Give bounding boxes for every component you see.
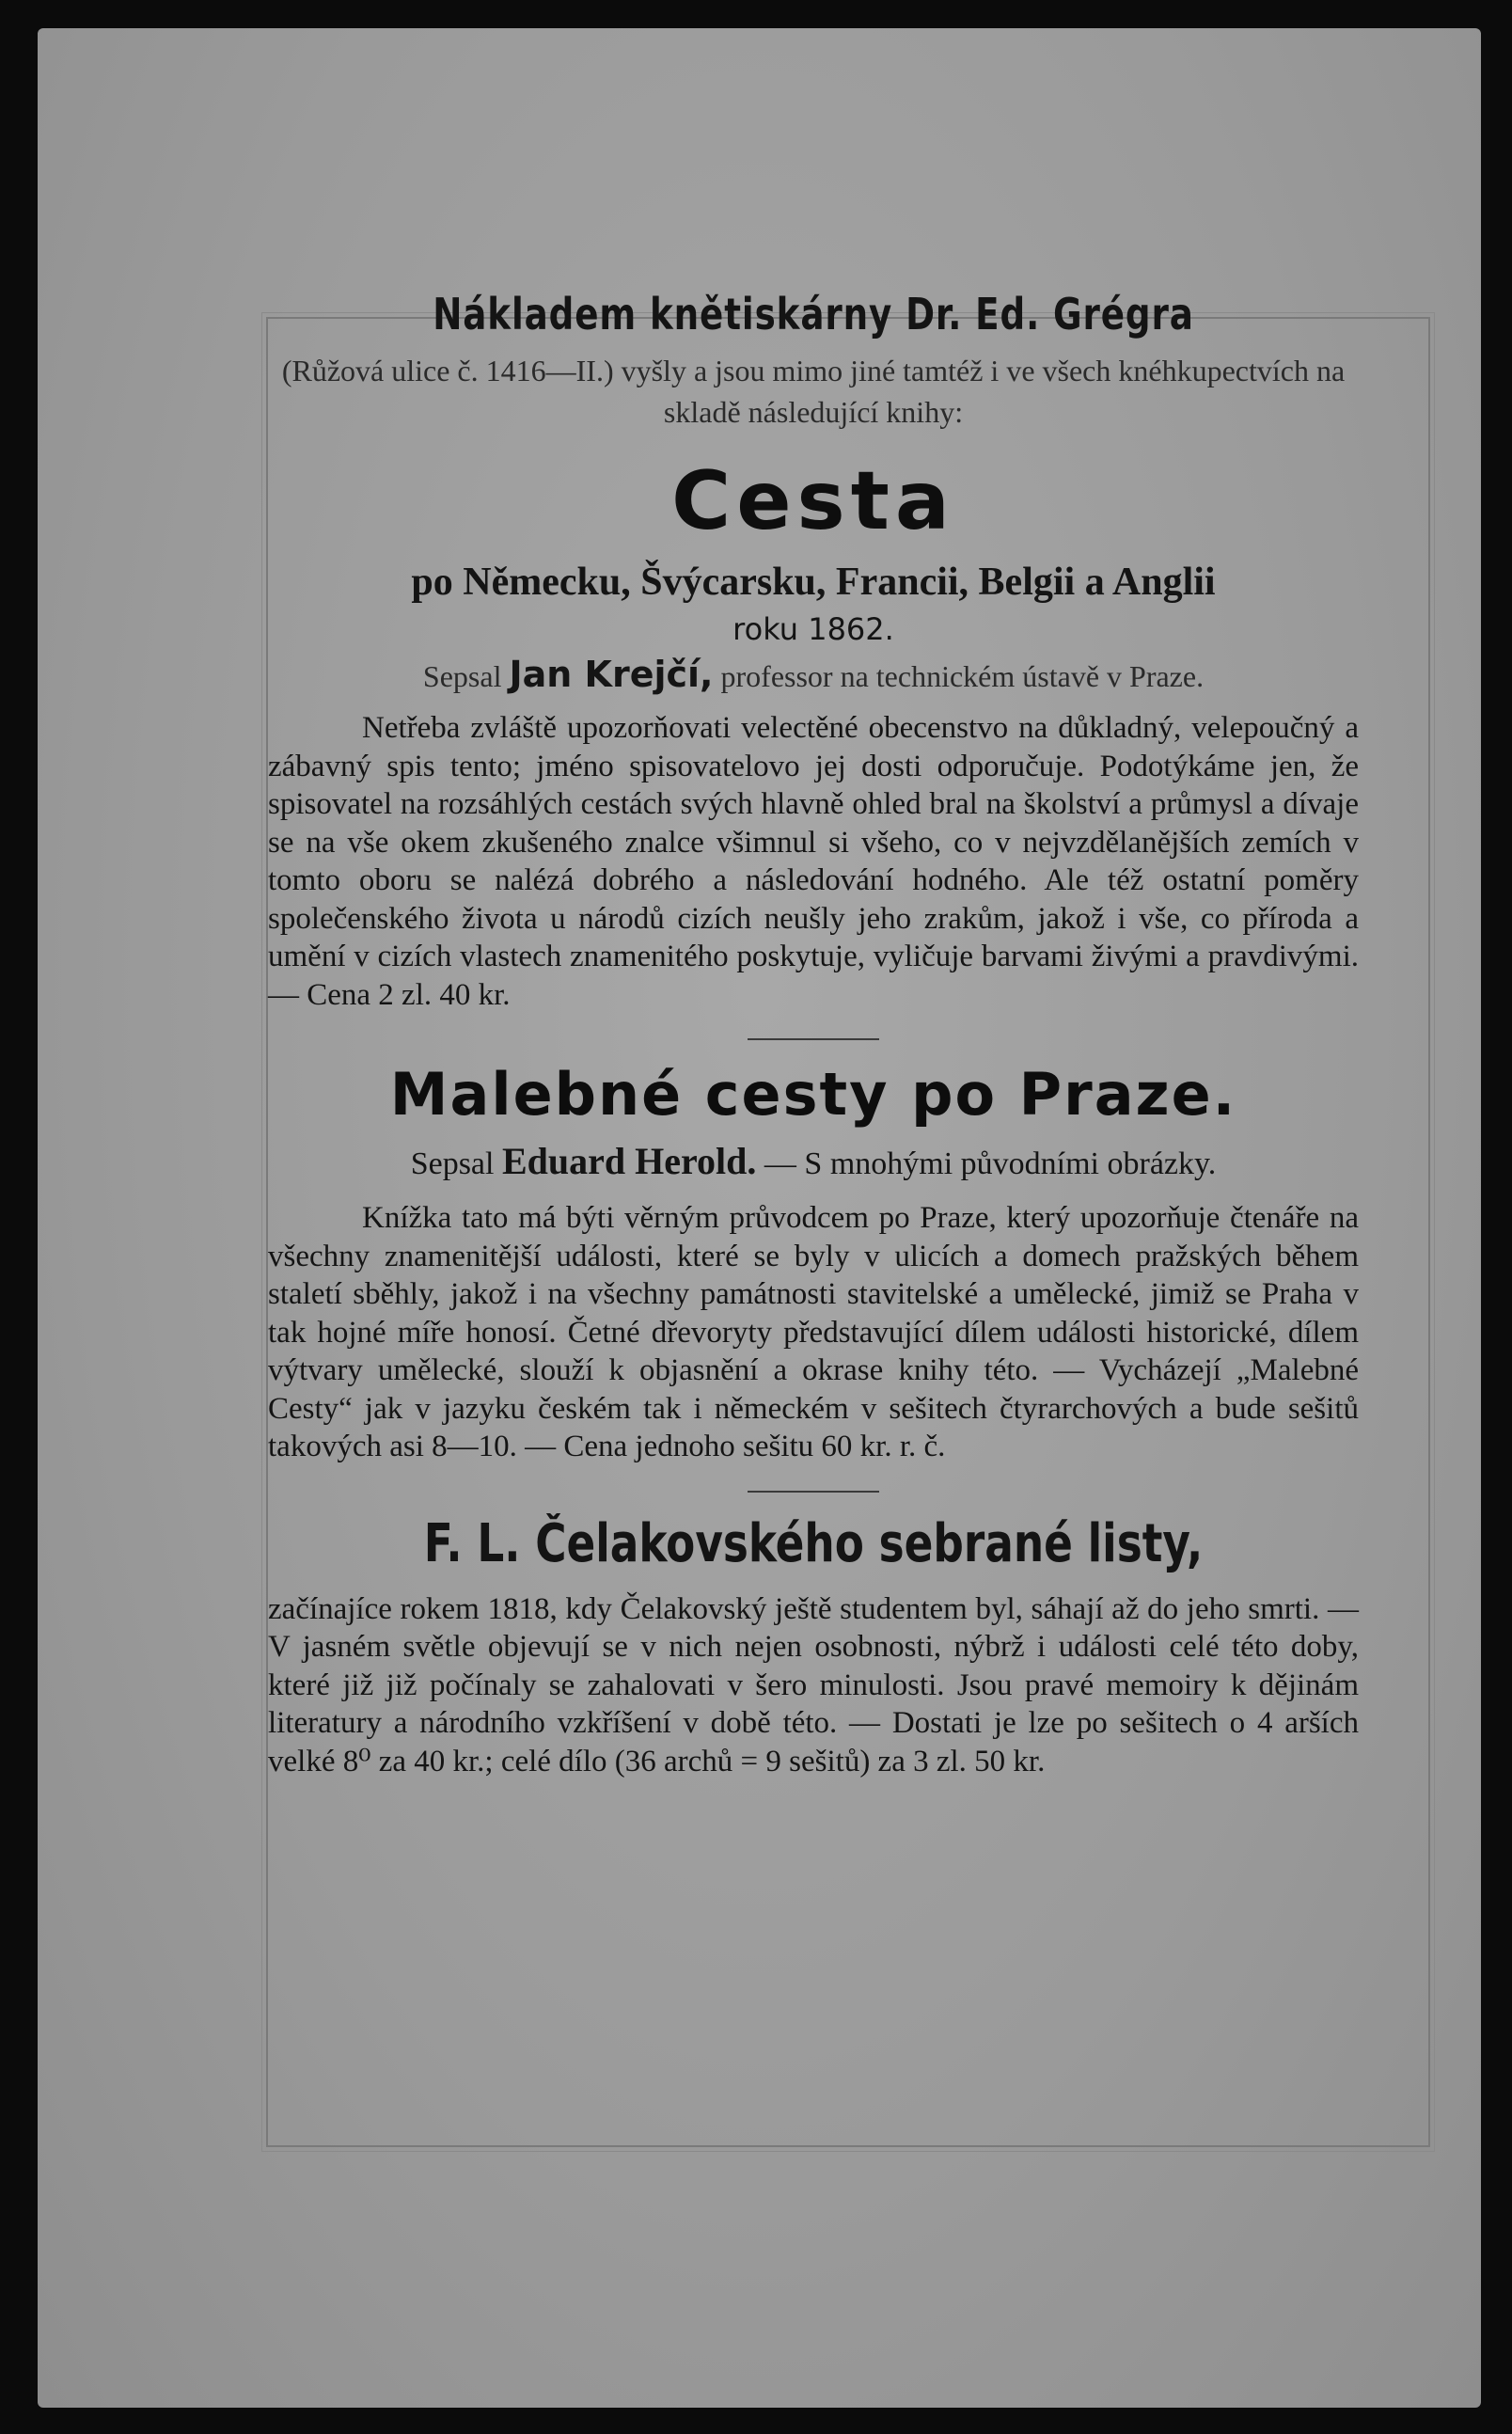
author-prefix: Sepsal <box>422 659 502 693</box>
book-cesta-author <box>268 653 1359 698</box>
book-malebne-cesty-title: Malebné cesty po Praze. <box>389 1060 1237 1129</box>
book-cesta-subtitle: po Německu, Švýcarsku, Francii, Belgii a Anglii <box>411 561 1216 604</box>
book-celakovsky-description: začínajíce rokem 1818, kdy Čelakovský ještě studentem byl, sáhají až do jeho smrti. — V jasném světle objevují se v nich nejen osobnosti, nýbrž i události celé této doby, které již již počínaly se zahalovati v šero minulosti. Jsou pravé memoiry k dějinám literatury a národního vzkříšení v době této. — Dostati je lze po sešitech o 4 arších velké 8⁰ za 40 kr.; celé dílo (36 archů = 9 sešitů) za 3 zl. 50 kr. <box>268 1591 1359 1778</box>
section-divider <box>748 1491 879 1493</box>
book-cesta-title: Cesta <box>671 454 955 548</box>
section-divider <box>748 1038 879 1040</box>
author-prefix: Sepsal <box>410 1146 495 1181</box>
book-celakovsky-title: F. L. Čelakovského sebrané listy, <box>423 1512 1204 1574</box>
book-malebne-cesty-description: Knížka tato má býti věrným průvodcem po Praze, který upozorňuje čtenáře na všechny znamenitější události, které se byly v ulicích a domech pražských během staletí sběhly, jakož i na všechny památnosti stavitelské a umělecké, jimiž se Praha v tak hojné míře honosí. Četné dřevoryty představující dílem události historické, dílem výtvary umělecké, slouží k objasnění a okrase knihy této. — Vycházejí „Malebné Cesty“ jak v jazyku českém tak i německém v sešitech čtyrarchových a bude sešitů takových asi 8—10. — Cena jednoho sešitu 60 kr. r. č. <box>268 1201 1359 1463</box>
book-malebne-cesty <box>268 1057 1359 1466</box>
publisher-heading: Nákladem knětiskárny Dr. Ed. Grégra <box>433 289 1194 340</box>
book-malebne-cesty-author <box>268 1138 1359 1188</box>
advertisement-content <box>268 282 1359 1780</box>
book-cesta-description: Netřeba zvláště upozorňovati velectěné obecenstvo na důkladný, velepoučný a zábavný spis tento; jméno spisovatelovo jej dosti odporučuje. Podotýkáme jen, že spisovatel na rozsáhlých cestách svých hlavně ohled bral na školství a průmysl a dívaje se na vše okem zkušeného znalce všimnul si všeho, co v nejvzdělanějších zemích v tomto oboru se nalézá dobrého a následování hodného. Ale též ostatní poměry společenského života u národů cizích neušly jeho zrakům, jakož i vše, co příroda a umění v cizích vlastech znamenitého poskytuje, vyličuje barvami živými a pravdivými. — Cena 2 zl. 40 kr. <box>268 711 1359 1012</box>
author-suffix: professor na technickém ústavě v Praze. <box>720 659 1205 693</box>
author-name: Eduard Herold. <box>501 1140 757 1182</box>
book-cesta <box>268 450 1359 1014</box>
publisher-intro: (Růžová ulice č. 1416—II.) vyšly a jsou mimo jiné tamtéž i ve všech knéhkupectvích na skladě následující knihy: <box>281 354 1346 429</box>
author-name: Jan Krejčí, <box>509 654 714 695</box>
book-celakovsky-listy <box>268 1509 1359 1781</box>
author-suffix: — S mnohými původními obrázky. <box>764 1146 1217 1181</box>
book-cesta-year: roku 1862. <box>732 611 894 647</box>
